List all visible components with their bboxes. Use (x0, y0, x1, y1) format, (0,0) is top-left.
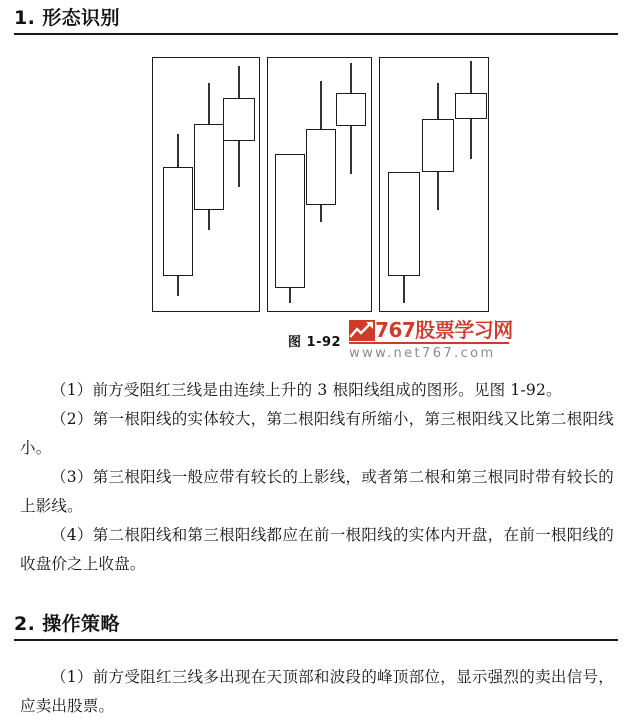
candlestick-panel-1 (152, 57, 260, 312)
section-heading-1-text: 1. 形态识别 (14, 7, 120, 29)
section-heading-2-text: 2. 操作策略 (14, 613, 120, 635)
site-watermark (349, 320, 513, 361)
candle-p3-c2 (422, 58, 454, 311)
paragraph: （1）前方受阻红三线多出现在天顶部和波段的峰顶部位，显示强烈的卖出信号，应卖出股票。 (20, 668, 614, 715)
watermark-brand: 767股票学习网 (375, 318, 513, 342)
candle-p2-c1 (275, 58, 305, 311)
candle-body (275, 154, 305, 288)
section-heading-2 (14, 612, 618, 641)
watermark-rule (349, 342, 509, 344)
candle-p2-c2 (306, 58, 336, 311)
candle-body (422, 119, 454, 172)
candle-p2-c3 (336, 58, 366, 311)
paragraph: （2）第一根阳线的实体较大，第二根阳线有所缩小，第三根阳线又比第二根阳线小。 (20, 410, 614, 457)
section-2-body (20, 663, 614, 721)
watermark-top-row (349, 320, 513, 341)
figure-1-92 (152, 57, 492, 312)
watermark-url: www.net767.com (349, 346, 496, 361)
section-heading-1 (14, 6, 618, 35)
candle-p3-c3 (455, 58, 487, 311)
candle-p1-c2 (194, 58, 224, 311)
paragraph: （3）第三根阳线一般应带有较长的上影线，或者第二根和第三根同时带有较长的上影线。 (20, 468, 614, 515)
candle-wick (403, 276, 405, 304)
section-1-body (20, 376, 614, 579)
candle-p1-c3 (223, 58, 255, 311)
figure-caption: 图 1-92 (288, 335, 342, 350)
candlestick-panel-2 (267, 57, 372, 312)
candle-body (223, 98, 255, 141)
section-heading-1-rule (14, 33, 618, 35)
candle-p1-c1 (163, 58, 193, 311)
chart-arrow-icon (349, 320, 375, 341)
candle-body (306, 129, 336, 205)
candlestick-panel-3 (379, 57, 489, 312)
paragraph: （4）第二根阳线和第三根阳线都应在前一根阳线的实体内开盘，在前一根阳线的收盘价之上收盘。 (20, 526, 614, 573)
candle-body (455, 93, 487, 118)
section-heading-2-rule (14, 639, 618, 641)
figure-caption-row (288, 320, 513, 361)
candle-body (336, 93, 366, 126)
candle-body (388, 172, 420, 276)
candlestick-panel-group (152, 57, 492, 312)
candle-body (163, 167, 193, 276)
candle-p3-c1 (388, 58, 420, 311)
candle-body (194, 124, 224, 210)
paragraph: （1）前方受阻红三线是由连续上升的 3 根阳线组成的图形。见图 1-92。 (51, 381, 562, 399)
